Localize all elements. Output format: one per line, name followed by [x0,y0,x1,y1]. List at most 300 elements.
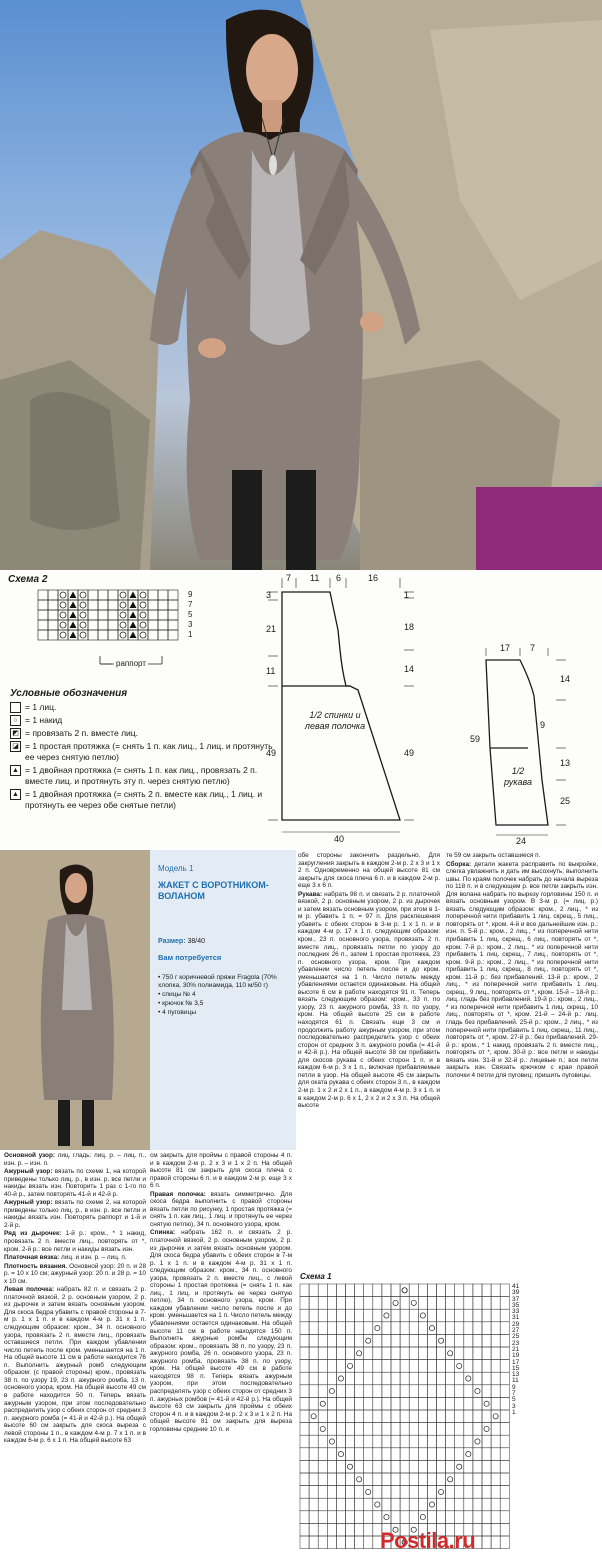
yarn-over-mark [466,1376,471,1381]
grid-cell [346,1435,355,1448]
grid-cell [364,1473,373,1486]
grid-cell [138,620,148,630]
grid-cell [418,1347,427,1360]
grid-cell [400,1473,409,1486]
grid-cell [500,1372,509,1385]
skp-icon: ◪ [10,741,21,752]
grid-cell [500,1486,509,1499]
grid-cell [482,1334,491,1347]
small-photo [0,850,150,1150]
yarn-over-mark [60,602,66,608]
grid-cell [491,1334,500,1347]
grid-cell [409,1385,418,1398]
grid-cell [318,1448,327,1461]
grid-cell [373,1498,382,1511]
grid-cell [327,1511,336,1524]
grid-cell [355,1460,364,1473]
grid-cell [473,1423,482,1436]
legend [10,688,280,813]
grid-cell [464,1309,473,1322]
grid-cell [500,1423,509,1436]
grid-cell [158,610,168,620]
sleeve-dim: 9 [540,720,546,730]
grid-cell [482,1322,491,1335]
yarn-over-mark [484,1401,489,1406]
grid-cell [382,1284,391,1297]
grid-cell [400,1423,409,1436]
grid-cell [327,1435,336,1448]
grid-cell [382,1297,391,1310]
grid-cell [364,1297,373,1310]
grid-cell [138,590,148,600]
grid-cell [58,610,68,620]
yarn-over-mark [366,1489,371,1494]
grid-cell [455,1322,464,1335]
grid-cell [482,1309,491,1322]
yarn-over-mark [375,1326,380,1331]
grid-cell [464,1334,473,1347]
grid-cell [427,1372,436,1385]
grid-cell [455,1435,464,1448]
grid-cell [437,1435,446,1448]
grid-cell [464,1360,473,1373]
grid-cell [327,1309,336,1322]
grid-cell [346,1486,355,1499]
grid-cell [364,1360,373,1373]
yarn-over-mark [357,1351,362,1356]
grid-cell [373,1372,382,1385]
yarn-over-mark [347,1464,352,1469]
grid-cell [400,1360,409,1373]
sleeve-dim: 24 [516,836,527,846]
sleeve-dim: 14 [560,674,571,684]
grid-cell [473,1309,482,1322]
grid-cell [88,620,98,630]
grid-cell [309,1385,318,1398]
grid-cell [400,1322,409,1335]
grid-cell [98,620,108,630]
photo-illustration [0,0,602,570]
grid-cell [418,1360,427,1373]
grid-cell [482,1460,491,1473]
grid-cell [58,630,68,640]
grid-cell [318,1486,327,1499]
grid-cell [336,1334,345,1347]
grid-cell [78,620,88,630]
grid-cell [437,1498,446,1511]
grid-cell [48,630,58,640]
grid-cell [364,1536,373,1549]
schema1-chart [296,1272,602,1556]
grid-cell [346,1536,355,1549]
grid-cell [309,1347,318,1360]
grid-cell [373,1297,382,1310]
grid-cell [373,1486,382,1499]
grid-cell [98,610,108,620]
grid-cell [346,1423,355,1436]
grid-cell [400,1448,409,1461]
grid-cell [500,1385,509,1398]
article-title: ЖАКЕТ С ВОРОТНИКОМ-ВОЛАНОМ [158,880,269,901]
grid-cell [391,1372,400,1385]
grid-cell [482,1360,491,1373]
grid-cell [309,1486,318,1499]
yarn-over-mark [140,592,146,598]
materials-heading: Вам потребуется [158,953,222,962]
legend-item: ◩ = провязать 2 п. вместе лиц. [10,728,280,739]
grid-cell [336,1435,345,1448]
grid-cell [382,1486,391,1499]
grid-cell [437,1473,446,1486]
grid-cell [391,1473,400,1486]
grid-cell [455,1309,464,1322]
grid-cell [418,1423,427,1436]
grid-cell [437,1284,446,1297]
legend-item: ▲ = 1 двойная протяжка (= снять 2 п. вместе как лиц., 1 лиц. и протянуть ее через обе снятые петли) [10,789,280,811]
grid-cell [427,1486,436,1499]
yarn-over-mark [420,1515,425,1520]
grid-cell [309,1284,318,1297]
grid-cell [491,1523,500,1536]
grid-cell [48,600,58,610]
yarn-over-mark [338,1376,343,1381]
grid-cell [38,620,48,630]
grid-cell [418,1334,427,1347]
grid-cell [309,1523,318,1536]
grid-cell [355,1423,364,1436]
yarn-over-mark [393,1300,398,1305]
grid-cell [318,1498,327,1511]
grid-cell [473,1448,482,1461]
grid-cell [473,1410,482,1423]
grid-cell [336,1460,345,1473]
grid-cell [327,1460,336,1473]
grid-cell [482,1385,491,1398]
double-decrease-mark [70,612,77,619]
grid-cell [336,1536,345,1549]
legend-item: = 1 лиц. [10,702,280,713]
grid-cell [382,1372,391,1385]
grid-cell [482,1511,491,1524]
yarn-over-mark [140,622,146,628]
body-dim: 49 [266,748,277,758]
body-dim: 11 [266,666,276,676]
grid-cell [400,1486,409,1499]
grid-cell [300,1523,309,1536]
double-decrease-mark [70,592,77,599]
grid-cell [300,1448,309,1461]
article [0,850,602,1556]
double-decrease-mark [130,602,137,609]
grid-cell [336,1523,345,1536]
legend-title: Условные обозначения [10,688,128,699]
grid-cell [382,1322,391,1335]
yarn-over-mark [429,1326,434,1331]
grid-cell [88,600,98,610]
yarn-over-mark [140,612,146,618]
grid-cell [382,1511,391,1524]
grid-cell [300,1498,309,1511]
yarn-over-mark [384,1313,389,1318]
grid-cell [300,1486,309,1499]
grid-cell [108,630,118,640]
grid-cell [409,1322,418,1335]
text-column-2: см закрыть для проймы с правой стороны 4 п. и в каждом 2-м р. 2 х 3 и 1 х 2 п. На общей высоте 81 см закрыть для скоса плеча с правой стороны 6 п. и в каждом 2-м р. еще 3 х 6 п. Правая полочка: вязать симметрично. Для скоса бедра выполнить с правой стороны вязать петли по рисунку, 1 простая протяжка (= снять 1 п. как лиц., 1 лиц. и протянуть ее через снятую петлю), 34 п. основного узора, кром. Спинка: набрать 162 п. и связать 2 р. платочной вязкой, 2 р. основным узором, 2 р. из дырочек и затем вязать основным узором. Для скоса бедра убавить с обеих сторон в 7-м р. 1 х 1 п. и в каждом 4-м р. 31 х 1 п. следующим образом: кром., 34 п. основного узора, провязать 2 п. вместе лиц., с левой стороны 1 простая протяжка (= снять 1 п. как лиц., 1 лиц. и протянуть ее через снятую петлю), 34 п. основного узора, кром. При каждом убавлении число петель после и до кром. уменьшается на 1 п. Число петель между убавлениями остается одинаковым. На общей высоте 11 см в работе находятся 150 п. Выполнить ажурные ромбы следующим образом: кром., провязать 38 п. по узору, 23 п. ажурного ромба, 26 п. основного узора, 23 п. ажурного ромба, провязать 38 п. по узору, кром. На общей высоте 49 см в работе находятся 98 п. Теперь вязать ажурным узором, при этом последовательно распределять узор с обеих сторон от средних 3 п. ажурных ромбов (= 41-й и 42-й р.). На общей высоте 63 см закрыть для проймы с обеих сторон 4 п. и в каждом 2-м р. 2 х 3 и 1 х 2 п. На общей высоте 81 см закрыть для выреза горловины средние 10 п. и [150,1152,292,1433]
grid-cell [300,1322,309,1335]
grid-cell [355,1435,364,1448]
grid-cell [455,1385,464,1398]
grid-cell [336,1423,345,1436]
grid-cell [455,1511,464,1524]
grid-cell [455,1297,464,1310]
grid-cell [158,590,168,600]
grid-cell [427,1511,436,1524]
grid-cell [318,1297,327,1310]
grid-cell [118,620,128,630]
grid-cell [427,1385,436,1398]
grid-cell [88,610,98,620]
grid-cell [38,590,48,600]
grid-cell [327,1385,336,1398]
grid-cell [482,1536,491,1549]
grid-cell [409,1511,418,1524]
schema2-grid [38,590,178,640]
grid-cell [364,1284,373,1297]
grid-cell [455,1347,464,1360]
grid-cell [355,1397,364,1410]
grid-cell [364,1309,373,1322]
grid-cell [300,1536,309,1549]
grid-cell [318,1536,327,1549]
grid-cell [373,1360,382,1373]
grid-cell [500,1410,509,1423]
grid-cell [455,1448,464,1461]
grid-cell [118,600,128,610]
grid-cell [391,1360,400,1373]
k2tog-icon: ◩ [10,728,21,739]
grid-cell [473,1334,482,1347]
grid-cell [382,1334,391,1347]
grid-cell [148,600,158,610]
yarn-over-mark [120,602,126,608]
grid-cell [336,1360,345,1373]
grid-cell [491,1423,500,1436]
grid-cell [355,1486,364,1499]
grid-cell [382,1397,391,1410]
grid-cell [446,1511,455,1524]
sleeve-dim: 13 [560,758,571,768]
grid-cell [327,1360,336,1373]
grid-cell [446,1410,455,1423]
grid-cell [491,1360,500,1373]
schema1-row-labels: 41 39 37 35 33 31 29 27 25 23 21 19 17 15 13 11 9 7 5 3 1 [512,1283,520,1416]
grid-cell [464,1435,473,1448]
grid-cell [300,1284,309,1297]
grid-cell [138,610,148,620]
grid-cell [327,1297,336,1310]
yarn-over-mark [311,1414,316,1419]
grid-cell [318,1435,327,1448]
grid-cell [38,630,48,640]
sleeve-dim: 59 [470,734,481,744]
grid-cell [48,590,58,600]
grid-cell [418,1435,427,1448]
grid-cell [382,1309,391,1322]
yarn-over-mark [120,592,126,598]
grid-cell [373,1322,382,1335]
yarn-over-mark [80,592,86,598]
grid-cell [391,1385,400,1398]
grid-cell [491,1536,500,1549]
grid-cell [418,1309,427,1322]
grid-cell [309,1536,318,1549]
grid-cell [327,1397,336,1410]
grid-cell [382,1410,391,1423]
grid-cell [300,1385,309,1398]
grid-cell [427,1448,436,1461]
grid-cell [318,1372,327,1385]
grid-cell [346,1498,355,1511]
grid-cell [427,1297,436,1310]
grid-cell [346,1347,355,1360]
grid-cell [464,1347,473,1360]
grid-cell [148,610,158,620]
grid-cell [108,620,118,630]
grid-cell [364,1423,373,1436]
grid-cell [500,1460,509,1473]
yarn-over-mark [80,612,86,618]
yarn-over-mark [80,632,86,638]
grid-cell [473,1511,482,1524]
grid-cell [318,1473,327,1486]
grid-cell [418,1448,427,1461]
grid-cell [473,1372,482,1385]
grid-cell [437,1460,446,1473]
grid-cell [355,1309,364,1322]
grid-cell [108,600,118,610]
yarn-over-mark [448,1477,453,1482]
body-label: 1/2 спинки и левая полочка [304,710,366,731]
grid-cell [391,1334,400,1347]
grid-cell [500,1360,509,1373]
grid-cell [391,1486,400,1499]
grid-cell [409,1410,418,1423]
grid-cell [355,1372,364,1385]
grid-cell [364,1448,373,1461]
grid-cell [148,630,158,640]
double-decrease-mark [70,632,77,639]
grid-cell [373,1435,382,1448]
grid-cell [78,630,88,640]
grid-cell [382,1347,391,1360]
schema2-row-labels: 9 7 5 3 1 [188,590,193,639]
grid-cell [473,1473,482,1486]
sleeve-label: 1/2 рукава [504,766,532,787]
grid-cell [500,1435,509,1448]
grid-cell [364,1322,373,1335]
legend-item: ▲ = 1 двойная протяжка (= снять 1 п. как лиц., провязать 2 п. вместе лиц. и протянуть эту п. через снятую петлю) [10,765,280,787]
grid-cell [309,1360,318,1373]
double-decrease-mark [130,632,137,639]
text-column-3: обе стороны закончить раздельно. Для закругления закрыть в каждом 2-м р. 2 х 3 и 1 х 2 п. Одновременно на общей высоте 81 см закрыть для скоса плеча 6 п. и в каждом 2-м р. еще 3 х 6 п. Рукава: набрать 98 п. и связать 2 р. платочной вязкой, 2 р. основным узором, 2 р. из дырочек и затем вязать основным узором, при этом в 1-м р. убавить 1 п. = 97 п. Для расклешения убавить с обеих сторон в 3-м р. 1 х 1 п. и в каждом 4-м р. 17 х 1 п. следующим образом: кром., 23 п. основного узора, провязать 2 п. вместе лиц., провязать петли по узору до последних 26 п., затем 1 простая протяжка, 23 п. основного узора, кром. При каждом убавлении число петель после и до кром. уменьшается на 1 п. Число петель между убавлениями остается одинаковым. На общей высоте 6 см в работе находятся 91 п. Теперь вязать следующим образом: кром., 33 п. по узору, 23 п. ажурного ромба, 33 п. по узору, кром. На общей высоте 25 см в работе находятся 61 п. Связать еще 3 см и продолжить работу ажурным узором, при этом последовательно распределить узор с обеих сторон от средних 3 п. ажурного ромба (= 41-й и 42-й р.). На общей высоте 38 см прибавить для скосов рукава с обеих сторон 1 п. и в каждом 6-м р. 3 х 1 п., включая прибавляемые петли в узор. На общей высоте 45 см закрыть для оката рукава с обеих сторон 3 п., в каждом 2-м р. 1 х 2 и 2 х 1 п., в каждом 4-м р. 3 х 1 п. и в каждом 2-м р. 6 х 1, 2 х 2 и 2 х 3 п. На общей высоте [298,852,440,1110]
grid-cell [58,620,68,630]
yarn-over-mark [140,602,146,608]
grid-cell [473,1347,482,1360]
grid-cell [309,1473,318,1486]
yarn-over-mark [60,632,66,638]
grid-cell [464,1448,473,1461]
grid-cell [446,1322,455,1335]
grid-cell [300,1435,309,1448]
grid-cell [327,1284,336,1297]
grid-cell [391,1511,400,1524]
grid-cell [464,1423,473,1436]
grid-cell [427,1334,436,1347]
grid-cell [309,1309,318,1322]
grid-cell [309,1448,318,1461]
grid-cell [391,1397,400,1410]
grid-cell [482,1486,491,1499]
grid-cell [464,1397,473,1410]
grid-cell [309,1423,318,1436]
grid-cell [148,620,158,630]
grid-cell [373,1309,382,1322]
grid-cell [373,1284,382,1297]
grid-cell [118,610,128,620]
double-decrease-icon: ▲ [10,765,21,776]
grid-cell [446,1460,455,1473]
yarn-over-mark [438,1489,443,1494]
grid-cell [491,1347,500,1360]
grid-cell [327,1498,336,1511]
grid-cell [409,1372,418,1385]
grid-cell [491,1486,500,1499]
grid-cell [500,1334,509,1347]
grid-cell [336,1297,345,1310]
size-line: Размер: 38/40 [158,938,206,945]
grid-cell [409,1435,418,1448]
grid-cell [78,600,88,610]
grid-cell [464,1473,473,1486]
grid-cell [409,1460,418,1473]
grid-cell [446,1284,455,1297]
small-photo-illustration [0,850,150,1150]
grid-cell [427,1347,436,1360]
grid-cell [482,1423,491,1436]
grid-cell [418,1297,427,1310]
grid-cell [437,1397,446,1410]
body-dim: 18 [404,622,415,632]
yarn-over-mark [338,1452,343,1457]
grid-cell [138,600,148,610]
grid-cell [391,1435,400,1448]
yarn-over-mark [375,1502,380,1507]
schema2-title: Схема 2 [8,574,48,585]
grid-cell [491,1385,500,1398]
grid-cell [355,1385,364,1398]
grid-cell [355,1347,364,1360]
grid-cell [346,1385,355,1398]
grid-cell [118,630,128,640]
grid-cell [364,1523,373,1536]
text-column-4: те 59 см закрыть оставшиеся п. Сборка: детали жакета расправить по выкройке, слегка увлажнить и дать им высохнуть; выполнить швы. По краям полочек набрать до начала выреза по 118 п. и в следующем р. все петли закрыть изн. Для волана набрать по вырезу горловины 150 п. и вязать основным узором. В 3-м р. (= лиц. р.) вязать следующим образом: кром., 2 лиц., * из поперечной нити прибавить 1 лиц. скрещ., 5 лиц., повторять от *, кром. 4-й и все дальнейшие изн. р.: изн. п. 5-й р.: кром., 2 лиц., * из поперечной нити прибавить 1 лиц. скрещ., 6 лиц., повторять от *, кром. 7-й р.: кром., 2 лиц., * из поперечной нити прибавить 1 лиц. скрещ., 7 лиц., повторять от *, кром. 9-й р.: кром., 2 лиц., * из поперечной нити прибавить 1 лиц. скрещ., 8 лиц., повторять от *, кром. 11-й р.: без прибавлений. 13-й р.: кром., 2 лиц., * из поперечной нити прибавить 1 лиц. скрещ., 9 лиц., повторять от *, кром. 15-й – 18-й р.: лиц. гладь без прибавлений. 19-й р.: кром., 2 лиц., * из поперечной нити прибавить 1 лиц. скрещ., 10 лиц., повторять от *, кром. 21-й – 24-й р.: лиц. гладь без прибавлений. 25-й р.: кром., 2 лиц., * из поперечной нити прибавить 1 лиц. скрещ., 11 лиц., повторять от *, кром. 27-й р.: без прибавлений. 29-й р.: кром., * 1 накид, провязать 2 п. вместе лиц., повторять от *, кром. 30-й р.: все петли и накиды вязать изн. 31-й и 32-й р.: лицевые п.; все петли закрыть изн. Связать крючком с края правой полочки 4 петли для пуговиц; пришить пуговицы. [446,852,598,1079]
hero-photo [0,0,602,570]
grid-cell [391,1423,400,1436]
body-dim: 11 [310,573,320,583]
grid-cell [446,1309,455,1322]
grid-cell [364,1397,373,1410]
yarn-over-mark [475,1389,480,1394]
